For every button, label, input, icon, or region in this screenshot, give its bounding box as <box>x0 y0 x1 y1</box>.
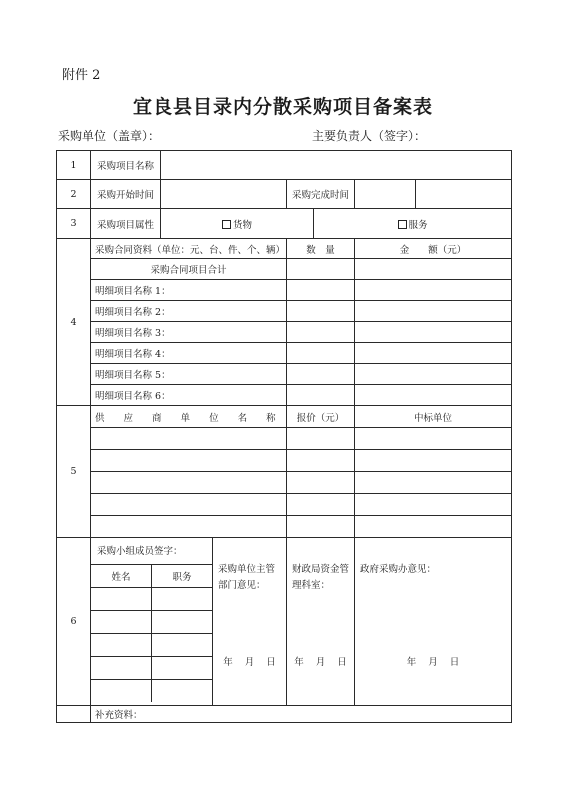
supplier-row <box>57 472 512 494</box>
quantity-field[interactable] <box>287 280 355 301</box>
year-label: 年 <box>294 657 304 668</box>
supplier-row <box>57 428 512 450</box>
detail-item-label: 明细项目名称 2： <box>91 301 287 322</box>
detail-item-label: 明细项目名称 6： <box>91 385 287 406</box>
supplier-field[interactable] <box>91 428 287 450</box>
team-signature-title: 采购小组成员签字： <box>97 546 183 557</box>
member-role-field[interactable] <box>152 680 213 703</box>
row-2 <box>57 180 512 209</box>
winner-field[interactable] <box>355 494 512 516</box>
row-number: 3 <box>57 209 91 239</box>
supplement-field[interactable] <box>91 706 512 723</box>
supplier-field[interactable] <box>91 472 287 494</box>
quote-field[interactable] <box>287 516 355 538</box>
gov-date <box>355 655 511 671</box>
member-name-field[interactable] <box>91 680 152 703</box>
detail-item-row <box>57 385 512 406</box>
quantity-field[interactable] <box>287 322 355 343</box>
quantity-field[interactable] <box>287 301 355 322</box>
total-quantity-field[interactable] <box>287 259 355 280</box>
winner-field[interactable] <box>355 428 512 450</box>
amount-field[interactable] <box>355 322 512 343</box>
amount-field[interactable] <box>355 385 512 406</box>
quote-header: 报价（元） <box>287 406 355 428</box>
row-6 <box>57 538 512 706</box>
service-label: 服务 <box>408 219 428 231</box>
amount-field[interactable] <box>355 301 512 322</box>
end-time-label: 采购完成时间 <box>287 180 355 209</box>
day-label: 日 <box>337 657 347 668</box>
detail-item-label: 明细项目名称 3： <box>91 322 287 343</box>
dept-opinion-cell[interactable] <box>213 538 287 706</box>
total-amount-field[interactable] <box>355 259 512 280</box>
supplier-row <box>57 450 512 472</box>
quantity-field[interactable] <box>287 364 355 385</box>
day-label: 日 <box>266 657 276 668</box>
member-role-field[interactable] <box>152 611 213 634</box>
goods-label: 货物 <box>232 219 252 231</box>
quote-field[interactable] <box>287 450 355 472</box>
contract-header: 采购合同资料（单位：元、台、件、个、辆） <box>91 239 287 259</box>
row-3 <box>57 209 512 239</box>
end-time-field[interactable] <box>355 180 416 209</box>
checkbox-icon[interactable] <box>222 220 231 229</box>
row-number: 6 <box>57 538 91 706</box>
winner-header: 中标单位 <box>355 406 512 428</box>
supplement-row <box>57 706 512 723</box>
year-label: 年 <box>223 657 233 668</box>
start-time-label: 采购开始时间 <box>91 180 161 209</box>
finance-date <box>287 655 354 671</box>
dept-opinion-label: 采购单位主管部门意见： <box>218 564 276 591</box>
contract-total-row <box>57 259 512 280</box>
detail-item-row <box>57 301 512 322</box>
month-label: 月 <box>244 657 255 668</box>
gov-opinion-cell[interactable] <box>355 538 512 706</box>
quantity-header: 数 量 <box>287 239 355 259</box>
supplier-field[interactable] <box>91 494 287 516</box>
member-name-field[interactable] <box>91 588 152 611</box>
member-name-field[interactable] <box>91 634 152 657</box>
dept-date <box>213 655 286 671</box>
contract-total-label: 采购合同项目合计 <box>91 259 287 280</box>
member-name-field[interactable] <box>91 657 152 680</box>
winner-field[interactable] <box>355 472 512 494</box>
month-label: 月 <box>428 657 438 668</box>
name-header: 姓名 <box>91 565 152 588</box>
detail-item-label: 明细项目名称 1： <box>91 280 287 301</box>
supplier-row <box>57 516 512 538</box>
member-role-field[interactable] <box>152 634 213 657</box>
goods-option[interactable] <box>161 209 314 239</box>
member-table <box>91 564 212 702</box>
month-label: 月 <box>315 657 326 668</box>
winner-field[interactable] <box>355 516 512 538</box>
form-title: 宜良县目录内分散采购项目备案表 <box>132 96 433 118</box>
gov-opinion-label: 政府采购办意见： <box>360 564 437 575</box>
start-time-field[interactable] <box>161 180 287 209</box>
row-number: 4 <box>57 239 91 406</box>
purchaser-label: 采购单位（盖章）： <box>58 129 161 143</box>
day-label: 日 <box>449 657 460 668</box>
attachment-label: 附件 2 <box>62 68 101 83</box>
attribute-label: 采购项目属性 <box>91 209 161 239</box>
filing-form-table <box>56 150 512 723</box>
row-number: 1 <box>57 151 91 180</box>
detail-item-row <box>57 343 512 364</box>
member-role-field[interactable] <box>152 588 213 611</box>
amount-header: 金 额（元） <box>355 239 512 259</box>
amount-field[interactable] <box>355 343 512 364</box>
supplier-row <box>57 494 512 516</box>
member-role-field[interactable] <box>152 657 213 680</box>
member-name-field[interactable] <box>91 611 152 634</box>
blank-cell <box>57 706 91 723</box>
detail-item-row <box>57 322 512 343</box>
supplier-header: 供 应 商 单 位 名 称 <box>91 406 287 428</box>
role-header: 职务 <box>152 565 213 588</box>
detail-item-row <box>57 280 512 301</box>
service-option[interactable] <box>314 209 512 239</box>
row-1 <box>57 151 512 180</box>
quantity-field[interactable] <box>287 385 355 406</box>
blank-cell <box>416 180 512 209</box>
quote-field[interactable] <box>287 472 355 494</box>
supplier-field[interactable] <box>91 450 287 472</box>
year-label: 年 <box>406 657 417 668</box>
finance-opinion-label: 财政局资金管理科室： <box>292 564 350 591</box>
amount-field[interactable] <box>355 280 512 301</box>
team-signature-block <box>91 538 213 706</box>
supplement-label: 补充资料： <box>95 710 143 721</box>
detail-item-label: 明细项目名称 5： <box>91 364 287 385</box>
detail-item-label: 明细项目名称 4： <box>91 343 287 364</box>
checkbox-icon[interactable] <box>398 220 407 229</box>
quote-field[interactable] <box>287 428 355 450</box>
winner-field[interactable] <box>355 450 512 472</box>
quote-field[interactable] <box>287 494 355 516</box>
amount-field[interactable] <box>355 364 512 385</box>
detail-item-row <box>57 364 512 385</box>
row-5-header <box>57 406 512 428</box>
row-4-header <box>57 239 512 259</box>
row-number: 2 <box>57 180 91 209</box>
supplier-field[interactable] <box>91 516 287 538</box>
project-name-field[interactable] <box>161 151 512 180</box>
row-number: 5 <box>57 406 91 538</box>
project-name-label: 采购项目名称 <box>91 151 161 180</box>
quantity-field[interactable] <box>287 343 355 364</box>
finance-opinion-cell[interactable] <box>287 538 355 706</box>
principal-label: 主要负责人（签字）： <box>312 129 427 143</box>
